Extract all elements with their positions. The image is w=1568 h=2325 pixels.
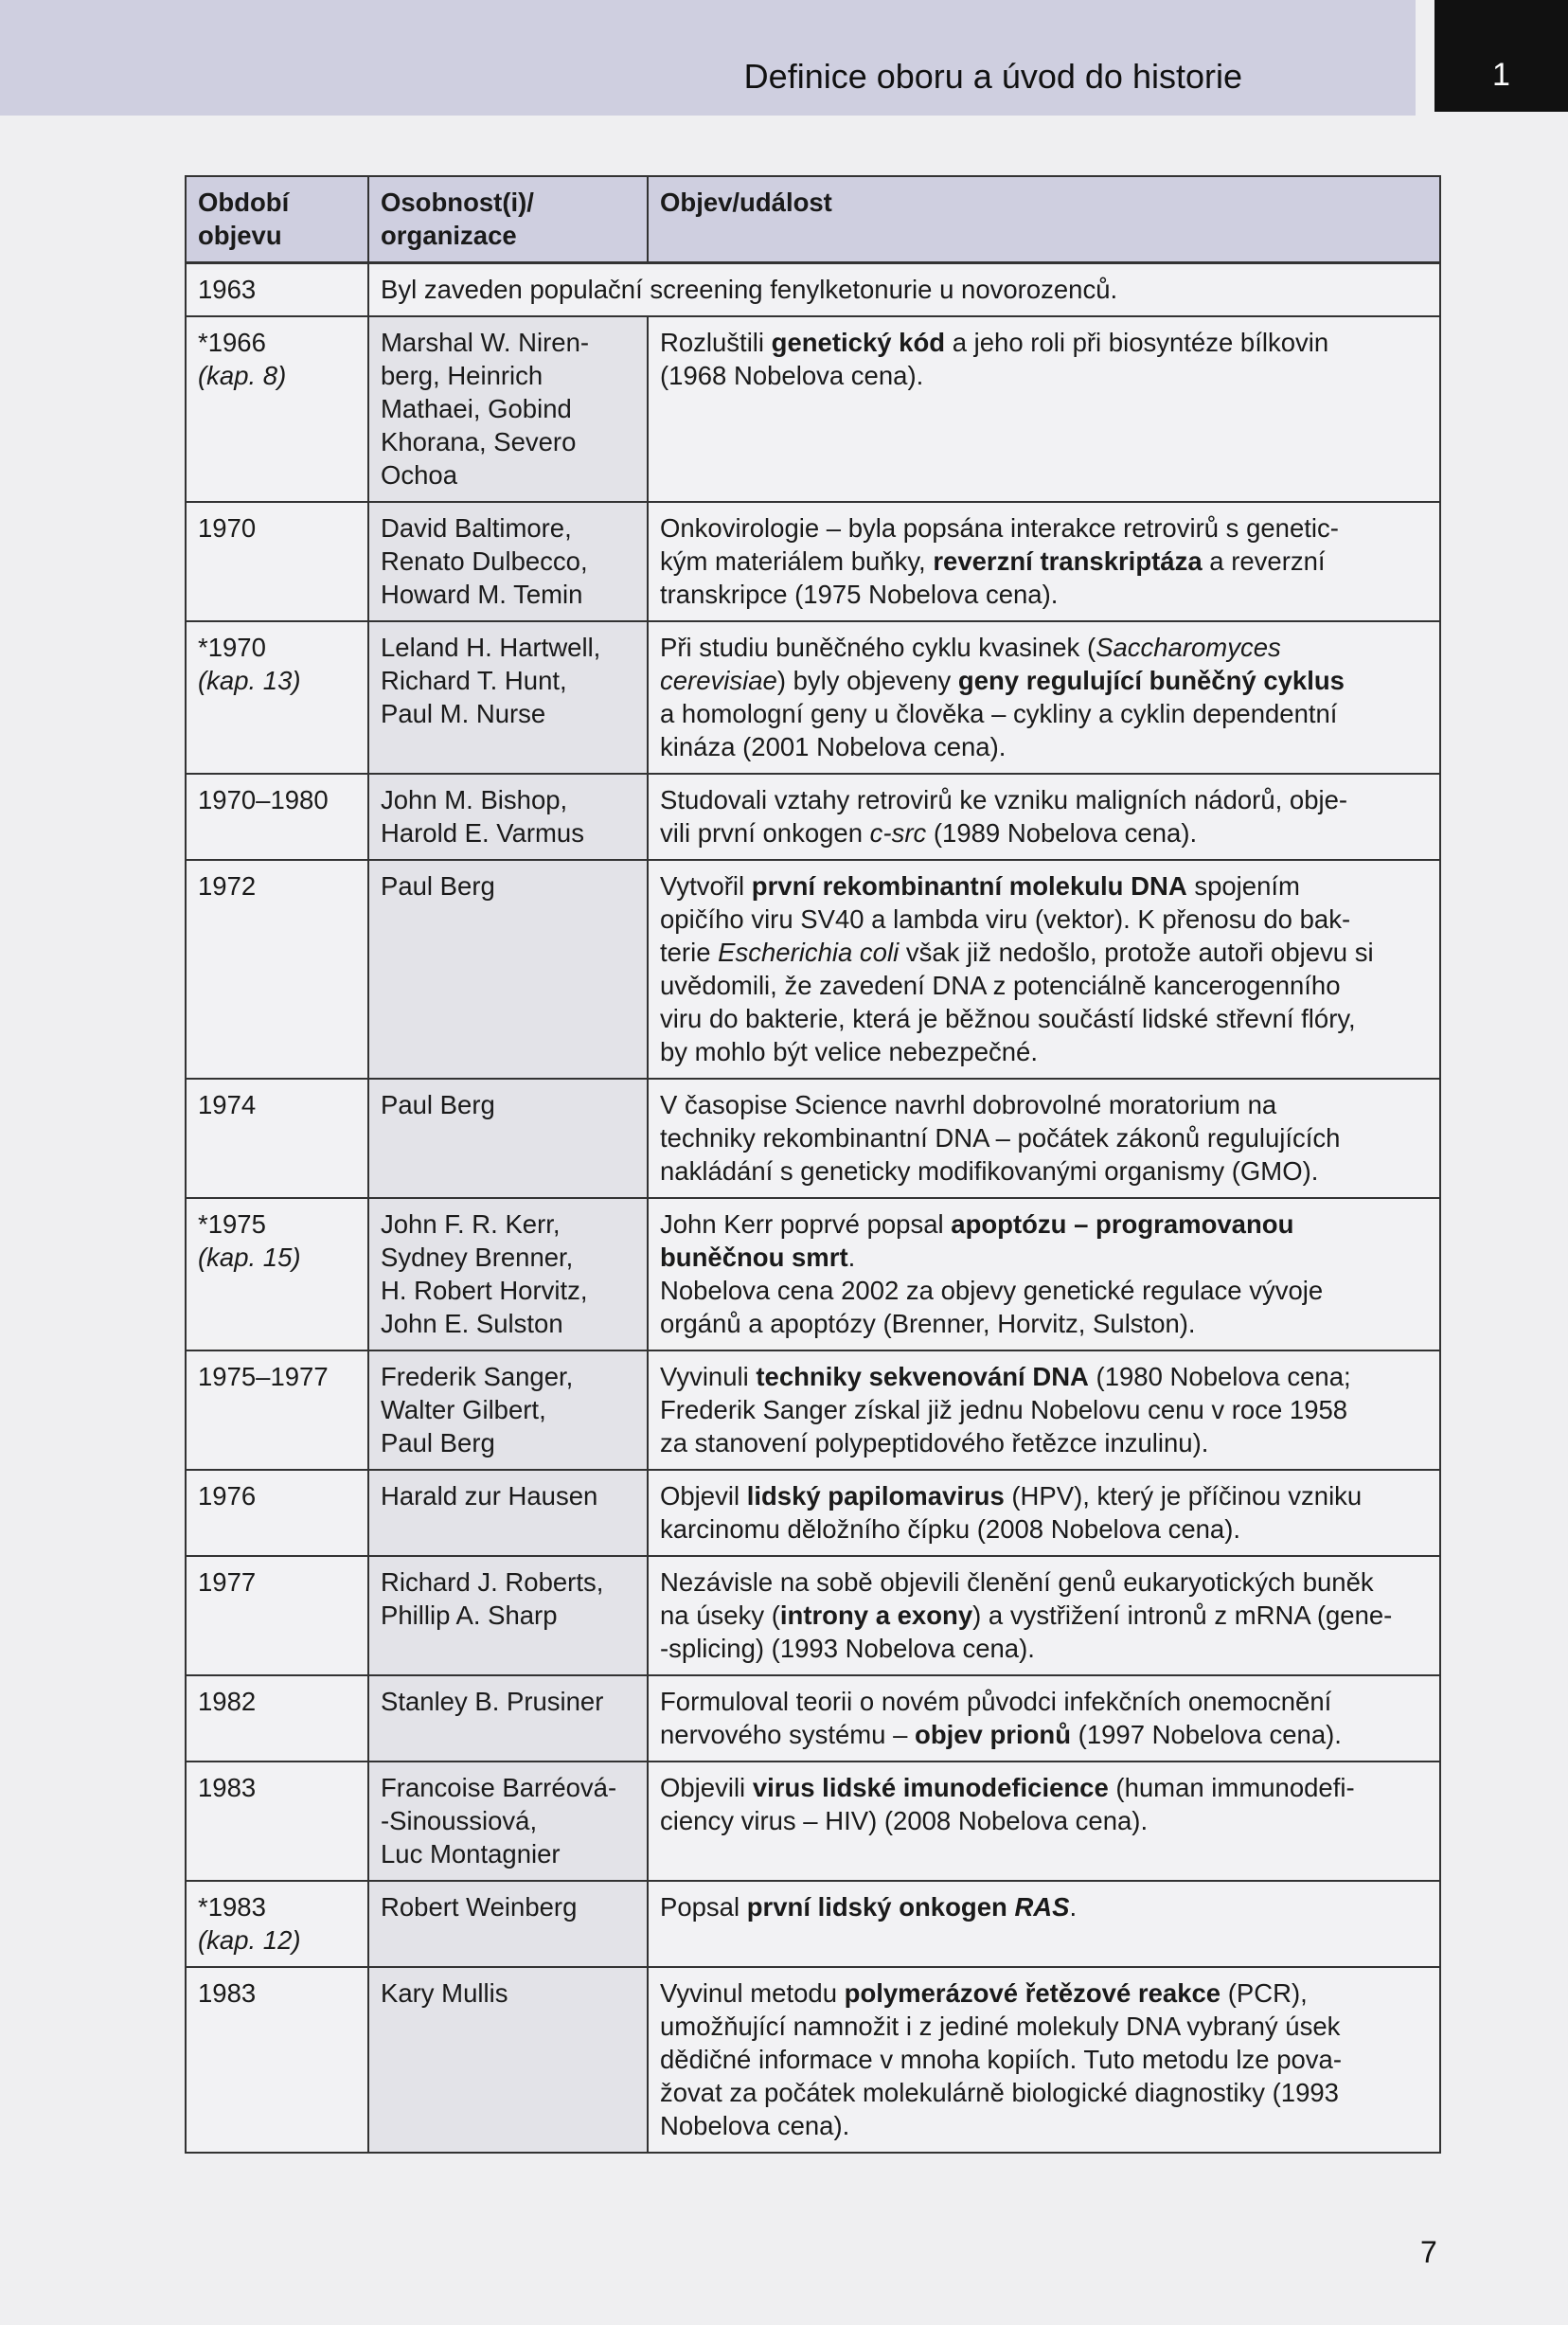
person-line: John M. Bishop, <box>381 785 568 814</box>
event-cell <box>648 1079 1440 1198</box>
event-line <box>660 730 1428 763</box>
emphasis-bold: reverzní transkriptáza <box>933 546 1203 576</box>
event-line <box>660 783 1428 816</box>
text-segment: kináza (2001 Nobelova cena). <box>660 732 1007 761</box>
period-cell <box>186 502 368 621</box>
event-line <box>660 2109 1428 2142</box>
table-row <box>186 1350 1440 1470</box>
text-segment: Nezávisle na sobě objevili členění genů eukaryotických buněk <box>660 1567 1374 1597</box>
event-line <box>660 1307 1428 1340</box>
text-segment: . <box>1069 1892 1078 1922</box>
text-segment: Vytvořil <box>660 871 752 901</box>
event-line <box>660 1512 1428 1546</box>
period-cell <box>186 263 368 317</box>
table-row <box>186 316 1440 502</box>
event-line <box>660 2043 1428 2076</box>
chapter-reference: (kap. 15) <box>198 1243 301 1272</box>
event-line <box>660 1565 1428 1599</box>
emphasis-italic: c-src <box>869 818 927 848</box>
text-segment: žovat za počátek molekulárně biologické diagnostiky (1993 <box>660 2078 1339 2107</box>
event-line <box>660 1207 1428 1241</box>
emphasis-italic: Escherichia coli <box>718 938 900 967</box>
event-line <box>660 1002 1428 1035</box>
event-line <box>660 869 1428 903</box>
text-segment: a homologní geny u člověka – cykliny a cyklin dependentní <box>660 699 1338 728</box>
period-cell <box>186 774 368 860</box>
event-line <box>660 1632 1428 1665</box>
person-line: Phillip A. Sharp <box>381 1601 558 1630</box>
event-line <box>660 1599 1428 1632</box>
person-cell <box>368 316 648 502</box>
chapter-number: 1 <box>1492 57 1510 93</box>
text-segment: Formuloval teorii o novém původci infekčních onemocnění <box>660 1687 1332 1716</box>
text-segment: (1968 Nobelova cena). <box>660 361 924 390</box>
period-value: 1970–1980 <box>198 785 329 814</box>
text-segment: techniky rekombinantní DNA – počátek zákonů regulujících <box>660 1123 1341 1153</box>
period-cell <box>186 316 368 502</box>
person-line: berg, Heinrich <box>381 361 543 390</box>
table-row <box>186 621 1440 774</box>
person-cell <box>368 1470 648 1556</box>
person-line: Stanley B. Prusiner <box>381 1687 604 1716</box>
person-line: Mathaei, Gobind <box>381 394 572 423</box>
text-segment: Při studiu buněčného cyklu kvasinek ( <box>660 633 1096 662</box>
header-person-line: organizace <box>381 221 517 250</box>
event-cell <box>648 502 1440 621</box>
emphasis-bold-italic: RAS <box>1014 1892 1070 1922</box>
person-line: Ochoa <box>381 460 458 490</box>
event-line <box>660 1479 1428 1512</box>
event-line <box>660 969 1428 1002</box>
text-segment: karcinomu děložního čípku (2008 Nobelova cena). <box>660 1514 1241 1544</box>
chapter-tab <box>1434 0 1568 112</box>
person-line: Richard J. Roberts, <box>381 1567 604 1597</box>
header-period-line: Období <box>198 188 290 217</box>
text-segment: a reverzní <box>1202 546 1326 576</box>
event-cell <box>648 1675 1440 1762</box>
text-segment: -splicing) (1993 Nobelova cena). <box>660 1634 1035 1663</box>
period-value: *1966 <box>198 328 266 357</box>
period-cell <box>186 1470 368 1556</box>
header-period-line: objevu <box>198 221 282 250</box>
emphasis-bold: geny regulující buněčný cyklus <box>957 666 1345 695</box>
period-cell <box>186 1762 368 1881</box>
person-line: Paul Berg <box>381 1090 495 1119</box>
period-cell <box>186 1675 368 1762</box>
table-row <box>186 502 1440 621</box>
emphasis-bold: virus lidské imunodeficience <box>752 1773 1109 1802</box>
header-period <box>186 176 368 263</box>
table-row <box>186 1198 1440 1350</box>
event-cell <box>648 860 1440 1079</box>
event-line <box>660 2010 1428 2043</box>
emphasis-bold: první rekombinantní molekulu DNA <box>751 871 1187 901</box>
text-segment: Frederik Sanger získal již jednu Nobelovu cenu v roce 1958 <box>660 1395 1348 1424</box>
person-line: Walter Gilbert, <box>381 1395 546 1424</box>
emphasis-bold: genetický kód <box>771 328 946 357</box>
event-cell <box>648 1762 1440 1881</box>
event-line <box>660 1274 1428 1307</box>
text-segment: Vyvinul metodu <box>660 1978 845 2008</box>
text-segment: (PCR), <box>1221 1978 1308 2008</box>
text-segment: nakládání s geneticky modifikovanými organismy (GMO). <box>660 1156 1319 1186</box>
text-segment: spojením <box>1186 871 1300 901</box>
period-value: 1977 <box>198 1567 257 1597</box>
text-segment: (1989 Nobelova cena). <box>926 818 1198 848</box>
chapter-reference: (kap. 8) <box>198 361 287 390</box>
table-row <box>186 1079 1440 1198</box>
header-person-line: Osobnost(i)/ <box>381 188 534 217</box>
event-line <box>660 511 1428 545</box>
event-line <box>660 1890 1428 1923</box>
text-segment: nervového systému – <box>660 1720 916 1749</box>
text-segment: Objevili <box>660 1773 753 1802</box>
event-line <box>660 326 1428 359</box>
text-segment: Nobelova cena 2002 za objevy genetické regulace vývoje <box>660 1276 1324 1305</box>
person-line: Francoise Barréová- <box>381 1773 617 1802</box>
person-line: Howard M. Temin <box>381 580 583 609</box>
emphasis-bold: polymerázové řetězové reakce <box>844 1978 1221 2008</box>
text-segment: ) a vystřižení intronů z mRNA (gene- <box>972 1601 1393 1630</box>
event-line <box>660 1035 1428 1068</box>
person-line: John F. R. Kerr, <box>381 1209 561 1239</box>
event-line <box>660 359 1428 392</box>
emphasis-bold: objev prionů <box>915 1720 1072 1749</box>
text-segment: Onkovirologie – byla popsána interakce retrovirů s genetic- <box>660 513 1339 543</box>
emphasis-bold: lidský papilomavirus <box>746 1481 1005 1511</box>
table-row <box>186 1470 1440 1556</box>
header-event-label: Objev/událost <box>660 188 832 217</box>
table-row <box>186 263 1440 317</box>
event-line <box>660 1804 1428 1837</box>
text-segment: Objevil <box>660 1481 747 1511</box>
text-segment: John Kerr poprvé popsal <box>660 1209 952 1239</box>
person-cell <box>368 502 648 621</box>
person-line: Renato Dulbecco, <box>381 546 588 576</box>
text-segment: orgánů a apoptózy (Brenner, Horvitz, Sulston). <box>660 1309 1196 1338</box>
event-line <box>660 1121 1428 1154</box>
text-segment: (human immunodefi- <box>1108 1773 1355 1802</box>
page-number: 7 <box>1420 2235 1437 2269</box>
period-cell <box>186 1079 368 1198</box>
event-line <box>660 1154 1428 1188</box>
person-cell <box>368 774 648 860</box>
table-row <box>186 860 1440 1079</box>
person-line: Leland H. Hartwell, <box>381 633 601 662</box>
text-segment: (HPV), který je příčinou vzniku <box>1004 1481 1363 1511</box>
period-cell <box>186 1881 368 1967</box>
person-line: Khorana, Severo <box>381 427 577 456</box>
person-line: Sydney Brenner, <box>381 1243 574 1272</box>
event-cell <box>648 1350 1440 1470</box>
period-value: *1970 <box>198 633 266 662</box>
person-line: Paul M. Nurse <box>381 699 546 728</box>
event-cell <box>648 1881 1440 1967</box>
emphasis-bold: buněčnou smrt <box>660 1243 848 1272</box>
event-line <box>660 936 1428 969</box>
period-value: 1976 <box>198 1481 257 1511</box>
event-cell <box>648 774 1440 860</box>
person-line: Kary Mullis <box>381 1978 508 2008</box>
person-cell <box>368 1079 648 1198</box>
text-segment: Rozluštili <box>660 328 772 357</box>
person-cell <box>368 1967 648 2153</box>
person-line: H. Robert Horvitz, <box>381 1276 588 1305</box>
header-event <box>648 176 1440 263</box>
period-value: 1970 <box>198 513 257 543</box>
emphasis-bold: techniky sekvenování DNA <box>756 1362 1089 1391</box>
discoveries-table <box>185 175 1441 2154</box>
person-cell <box>368 1198 648 1350</box>
period-cell <box>186 1350 368 1470</box>
text-segment: a jeho roli při biosyntéze bílkovin <box>945 328 1329 357</box>
person-cell <box>368 1881 648 1967</box>
event-line <box>660 903 1428 936</box>
table-row <box>186 1675 1440 1762</box>
person-line: -Sinoussiová, <box>381 1806 538 1835</box>
event-line <box>660 2076 1428 2109</box>
person-cell <box>368 621 648 774</box>
event-line <box>660 1976 1428 2010</box>
chapter-reference: (kap. 13) <box>198 666 301 695</box>
event-cell <box>648 1556 1440 1675</box>
event-line <box>660 1685 1428 1718</box>
text-segment: Vyvinuli <box>660 1362 757 1391</box>
person-cell <box>368 1762 648 1881</box>
period-value: 1963 <box>198 275 257 304</box>
event-cell <box>648 1967 1440 2153</box>
event-line <box>660 1393 1428 1426</box>
event-line <box>660 1718 1428 1751</box>
full-row-cell <box>368 263 1440 317</box>
event-line <box>660 816 1428 850</box>
event-cell <box>648 1470 1440 1556</box>
person-line: Paul Berg <box>381 1428 495 1458</box>
text-segment: na úseky ( <box>660 1601 780 1630</box>
period-value: 1983 <box>198 1978 257 2008</box>
table-row <box>186 1762 1440 1881</box>
emphasis-bold: apoptózu – programovanou <box>951 1209 1294 1239</box>
person-line: Richard T. Hunt, <box>381 666 567 695</box>
period-value: 1975–1977 <box>198 1362 329 1391</box>
event-line <box>660 545 1428 578</box>
period-value: *1975 <box>198 1209 266 1239</box>
text-segment: ) byly objeveny <box>776 666 958 695</box>
text-segment: opičího viru SV40 a lambda viru (vektor). K přenosu do bak- <box>660 904 1351 934</box>
event-cell <box>648 316 1440 502</box>
event-line <box>660 1771 1428 1804</box>
period-value: 1982 <box>198 1687 257 1716</box>
event-cell <box>648 1198 1440 1350</box>
table-row <box>186 774 1440 860</box>
emphasis-italic: cerevisiae <box>660 666 777 695</box>
period-value: 1983 <box>198 1773 257 1802</box>
period-cell <box>186 860 368 1079</box>
text-segment: Nobelova cena). <box>660 2111 850 2140</box>
period-cell <box>186 621 368 774</box>
table-row <box>186 1881 1440 1967</box>
text-segment: umožňující namnožit i z jediné molekuly DNA vybraný úsek <box>660 2012 1341 2041</box>
person-cell <box>368 860 648 1079</box>
person-line: Harald zur Hausen <box>381 1481 598 1511</box>
text-segment: transkripce (1975 Nobelova cena). <box>660 580 1059 609</box>
text-segment: vili první onkogen <box>660 818 870 848</box>
text-segment: viru do bakterie, která je běžnou součástí lidské střevní flóry, <box>660 1004 1356 1033</box>
text-segment: terie <box>660 938 719 967</box>
table-row <box>186 1967 1440 2153</box>
text-segment: za stanovení polypeptidového řetězce inzulinu). <box>660 1428 1209 1458</box>
text-segment: Studovali vztahy retrovirů ke vzniku maligních nádorů, obje- <box>660 785 1348 814</box>
text-segment: (1997 Nobelova cena). <box>1071 1720 1342 1749</box>
period-cell <box>186 1967 368 2153</box>
event-line <box>660 1241 1428 1274</box>
person-line: John E. Sulston <box>381 1309 563 1338</box>
text-segment: Popsal <box>660 1892 747 1922</box>
running-header-title: Definice oboru a úvod do historie <box>743 57 1242 96</box>
event-line <box>660 664 1428 697</box>
person-line: Robert Weinberg <box>381 1892 578 1922</box>
period-value: *1983 <box>198 1892 266 1922</box>
text-segment: . <box>847 1243 856 1272</box>
event-line <box>660 1360 1428 1393</box>
period-value: 1974 <box>198 1090 257 1119</box>
event-cell <box>648 621 1440 774</box>
text-segment: uvědomili, že zavedení DNA z potenciálně kancerogenního <box>660 971 1341 1000</box>
period-cell <box>186 1556 368 1675</box>
period-value: 1972 <box>198 871 257 901</box>
period-cell <box>186 1198 368 1350</box>
table-header-row <box>186 176 1440 263</box>
person-line: Marshal W. Niren- <box>381 328 590 357</box>
table-body <box>186 263 1440 2154</box>
text-segment: dědičné informace v mnoha kopiích. Tuto metodu lze pova- <box>660 2045 1342 2074</box>
person-cell <box>368 1350 648 1470</box>
person-line: Luc Montagnier <box>381 1839 561 1869</box>
event-line <box>660 1088 1428 1121</box>
chapter-reference: (kap. 12) <box>198 1925 301 1955</box>
text-segment: (1980 Nobelova cena; <box>1088 1362 1351 1391</box>
person-cell <box>368 1675 648 1762</box>
full-row-text: Byl zaveden populační screening fenylketonurie u novorozenců. <box>381 275 1118 304</box>
person-line: Paul Berg <box>381 871 495 901</box>
emphasis-bold: introny a exony <box>779 1601 973 1630</box>
event-line <box>660 631 1428 664</box>
table-row <box>186 1556 1440 1675</box>
header-person <box>368 176 648 263</box>
event-line <box>660 697 1428 730</box>
event-line <box>660 578 1428 611</box>
person-line: Frederik Sanger, <box>381 1362 574 1391</box>
running-header-band <box>0 0 1416 116</box>
text-segment: ciency virus – HIV) (2008 Nobelova cena). <box>660 1806 1149 1835</box>
emphasis-italic: Saccharomyces <box>1096 633 1281 662</box>
text-segment: V časopise Science navrhl dobrovolné moratorium na <box>660 1090 1277 1119</box>
event-line <box>660 1426 1428 1459</box>
emphasis-bold: první lidský onkogen <box>746 1892 1015 1922</box>
person-line: David Baltimore, <box>381 513 572 543</box>
text-segment: však již nedošlo, protože autoři objevu si <box>899 938 1374 967</box>
person-cell <box>368 1556 648 1675</box>
text-segment: kým materiálem buňky, <box>660 546 934 576</box>
text-segment: by mohlo být velice nebezpečné. <box>660 1037 1038 1066</box>
person-line: Harold E. Varmus <box>381 818 584 848</box>
